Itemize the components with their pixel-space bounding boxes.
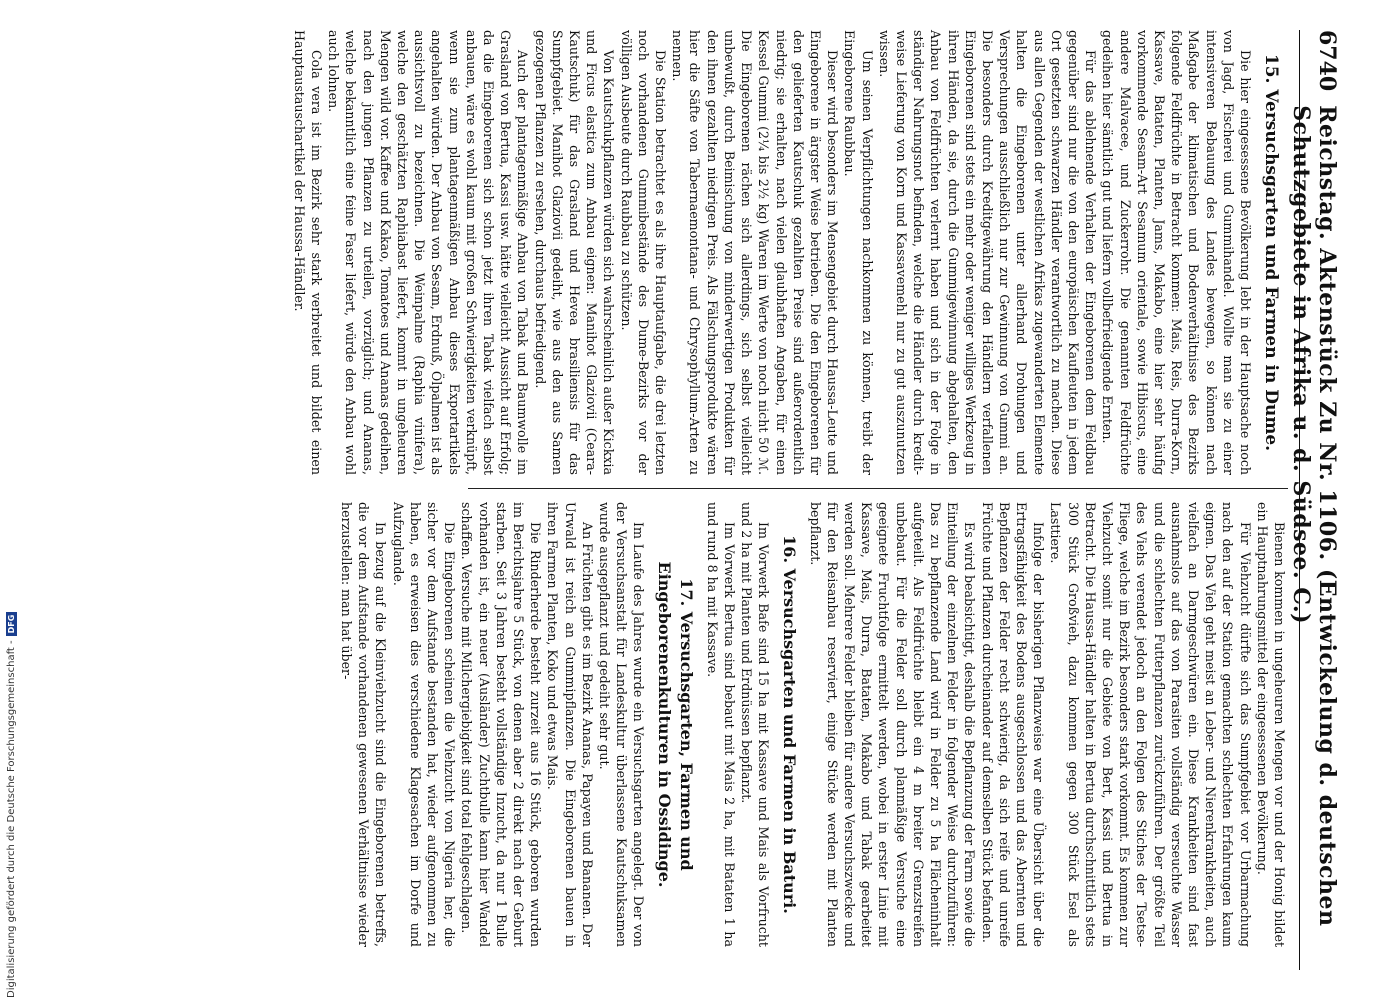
section-15-title: 15. Versuchsgarten und Farmen in Dume.: [1261, 53, 1281, 452]
paragraph: Die Station betrachtet es als ihre Hauptaufgabe, die drei letzten noch vorhandenen Gummibestände des Dume-Bezirks vor der völligen Ausbeute durch Raubbau zu schützen.: [618, 30, 669, 475]
paragraph: Die Rinderherde besteht zurzeit aus 16 Stück, geboren wurden im Berichtsjahre 5 Stück, von denen aber 2 direkt nach der Geburt starben. Seit 3 Jahren besteht vollständige Inzucht, da nur 1 Bulle vorhanden ist, ein neuer (Ausländer) Zuchtbulle kann hier Wandel schaffen. Versuche mit Milchergiebigkeit sind total fehlgeschlagen.: [459, 502, 544, 947]
paragraph: Die Eingeborenen scheinen die Viehzucht von Nigeria her, die sicher vor dem Aufstande bestanden hat, wieder aufgenommen zu haben, es erweisen dies verschiedene Klagesachen im Dorfe und Aufzuglande.: [390, 502, 458, 947]
digitization-note-text: Digitalisierung gefördert durch die Deutsche Forschungsgemeinschaft -: [6, 640, 17, 998]
paragraph: Es wird beabsichtigt, deshalb die Bepflanzung der Farm sowie die Einteilung der einzelnen Felder in folgender Weise durchzuführen: Das zu bepflanzende Land wird in Felder zu 5 ha Flächeninhalt aufgeteilt. Als Feldfrüchte bleibt ein 4 m breiter Grenzstreifen unbebaut. Für die Felder soll durch planmäßige Versuche eine geeignete Fruchtfolge ermittelt werden, wobei in erster Linie mit Kassave, Mais, Durra, Bataten, Makabo und Tabak gearbeitet werden soll. Mehrere Felder bleiben für andere Versuchszwecke und für den Reisanbau reserviert, einige Stücke werden mit Planten bepflanzt.: [807, 502, 978, 947]
page-number: 6740: [1314, 30, 1340, 92]
paragraph: Infolge der bisherigen Pflanzweise war eine Übersicht über die Ertragsfähigkeit des Bodens ausgeschlossen und das Abernten und Bepflanzen der Felder recht schwierig, da sich reife und unreife Früchte und Pflanzen durcheinander auf demselben Stück befanden.: [979, 502, 1047, 947]
paragraph: Dieser wird besonders im Mensengebiet durch Haussa-Leute und Eingeborene in ärgster Weise betrieben. Die den Eingeborenen für den gelieferten Kautschuk gezahlten Preise sind außerordentlich niedrig; sie erhalten, nach vielen glaubhaften Angaben, für einen Kessel Gummi (2¼ bis 2½ kg) Waren im Werte von noch nicht 50 ℳ. Die Eingeborenen rächen sich allerdings, sich selbst vielleicht unbewußt, durch Beimischung von minderwertigen Produkten für den ihnen gezahlten niedrigen Preis. Als Fälschungsprodukte wären hier die Säfte von Tabernaemontana- und Chrysophyllum-Arten zu nennen.: [670, 30, 841, 475]
paragraph: Für das ablehnende Verhalten der Eingeborenen dem Feldbau gegenüber sind nur die von den europäischen Kaufleuten in jedem Ort gesetzten schwarzen Händler verantwortlich zu machen. Diese aus allen Gegenden der westlichen Afrikas zugewanderten Elemente halten die Eingeborenen unter allerhand Drohungen und Versprechungen ausschließlich nur zur Gewinnung von Gummi an. Die besonders durch Kreditgewährung den Händlern verfallenen Eingeborenen sind stets ein mehr oder weniger williges Werkzeug in ihren Händen, da sie, durch die Gummigewinnung abgehalten, den Anbau von Feldfrüchten verlernt haben und sich in der Folge in ständiger Nahrungsnot befinden, welche die Händler durch kredit-weise Lieferung von Korn und Kassavemehl nur zu gut auszunutzen wissen.: [876, 30, 1099, 475]
paragraph: Die hier eingesessene Bevölkerung lebt in der Hauptsache noch von Jagd, Fischerei und Gummihandel. Wollte man sie zu einer intensiveren Bebauung des Landes bewegen, so können nach Maßgabe der klimatischen und Bodenverhältnisse des Bezirks folgende Feldfrüchte in Betracht kommen: Mais, Reis, Durra-Korn, Kassave, Bataten, Planten, Jams, Makabo, eine hier sehr häufig vorkommende Sesam-Art Sesamum orientale, sowie Hibiscus, eine andere Malvacee, und Zuckerrohr. Die genannten Feldfrüchte gedeihen hier sämtlich gut und liefern vollbefriedigende Ernten.: [1100, 30, 1253, 475]
paragraph: An Früchten gibt es im Bezirk Ananas, Papayen und Bananen. Der Urwald ist reich an Gummipflanzen. Die Eingeborenen bauen in ihren Farmen Planten, Koko und etwas Mais.: [545, 502, 595, 947]
dfg-logo: DFG: [6, 612, 17, 637]
paragraph: Im Vorwerk Bafe sind 15 ha mit Kassave und Mais als Vorfrucht und 2 ha mit Planten und Erdnüssen bepflanzt.: [739, 502, 772, 947]
right-column: [338, 502, 1288, 947]
paragraph: Im Vorwerk Bertua sind bebaut mit Mais 2 ha, mit Bataten 1 ha und rund 8 ha mit Kassave.: [704, 502, 737, 947]
column-divider: [468, 488, 1288, 489]
section-17-title: 17. Versuchsgarten, Farmen und Eingeborenenkulturen in Ossidinge.: [655, 561, 697, 888]
page-header: [1288, 30, 1340, 970]
paragraph: Bienen kommen in ungeheuren Mengen vor und der Honig bildet ein Hauptnahrungsmittel der eingesessenen Bevölkerung.: [1254, 502, 1287, 947]
document-page: [40, 30, 1340, 970]
left-column: [291, 30, 1288, 475]
paragraph: Um seinen Verpflichtungen nachkommen zu können, treibt der Eingeborene Raubbau.: [842, 30, 875, 475]
paragraph: Von Kautschukpflanzen würden sich wahrscheinlich außer Kickxia und Ficus elastica zum Anbau eignen: Manihot Glaziovii (Ceara-Kautschuk) für das Grasland und Hevea brasiliensis für das Sumpfgebiet. Manihot Glaziovii gedeiht, wie aus den aus Samen gezogenen Pflanzen zu ersehen, durchaus befriedigend.: [532, 30, 617, 475]
paragraph: Im Laufe des Jahres wurde ein Versuchsgarten angelegt. Der von der Versuchsanstalt für Landeskultur überlassene Kautschuksamen wurde ausgepflanzt und gedeiht sehr gut.: [597, 502, 647, 947]
paragraph: Für Viehzucht dürfte sich das Sumpfgebiet vor Urbarmachung nach den auf der Station gemachten schlechten Erfahrungen kaum eignen. Das Vieh geht meist an Leber- und Nierenkrankheiten, auch vielfach an Darmgeschwüren ein. Diese Krankheiten sind fast ausnahmslos auf das von Parasiten vollständig verseuchte Wasser und die schlechten Futterpflanzen zurückzuführen. Der größte Teil des Viehs verendet jedoch an den Folgen des Stiches der Tsetse-Fliege, welche im Bezirk besonders stark vorkommt. Es kommen zur Viehzucht somit nur die Gebiete von Bert, Kassi und Bertua in Betracht. Die Haussa-Händler halten in Bertua durchschnittlich stets 300 Stück Großvieh, dazu kommen gegen 300 Stück Esel als Lasttiere.: [1048, 502, 1253, 947]
paragraph: Cola vera ist im Bezirk sehr stark verbreitet und bildet einen Hauptaustauschartikel der Haussa-Händler.: [291, 30, 325, 475]
paragraph: Auch der plantagenmäßige Anbau von Tabak und Baumwolle im Grasland von Bertua, Kassi usw. hätte vielleicht Aussicht auf Erfolg; da die Eingeborenen sich schon jetzt ihren Tabak vielfach selbst anbauen, wäre es wohl kaum mit großen Schwierigkeiten verknüpft, wenn sie zum plantagenmäßigen Anbau dieses Exportartikels angehalten würden. Der Anbau von Sesam, Erdnuß, Ölpalmen ist als aussichtsvoll zu bezeichnen. Die Weinpalme (Raphia vinifera), welche den geschätzten Raphiabast liefert, kommt in ungeheuren Mengen wild vor. Kaffee und Kakao, Tomatoes und Ananas gedeihen, nach den jungen Pflanzen zu urteilen, vorzüglich; und Ananas, welche bekanntlich eine feine Faser liefert, würde den Anbau wohl auch lohnen.: [326, 30, 531, 475]
running-title: Reichstag. Aktenstück Zu Nr. 1106. (Entwickelung d. deutschen Schutzgebiete in Afrika u. d. Südsee. C.): [1288, 105, 1340, 927]
digitization-note: [6, 612, 17, 998]
section-16-title: 16. Versuchsgarten und Farmen in Baturi.: [780, 535, 800, 914]
paragraph: In bezug auf die Kleinviehzucht sind die Eingeborenen betreffs, die vor dem Aufstande vorhandenen gewesenen Verhältnisse wieder herzustellen: man hat über-: [339, 502, 389, 947]
